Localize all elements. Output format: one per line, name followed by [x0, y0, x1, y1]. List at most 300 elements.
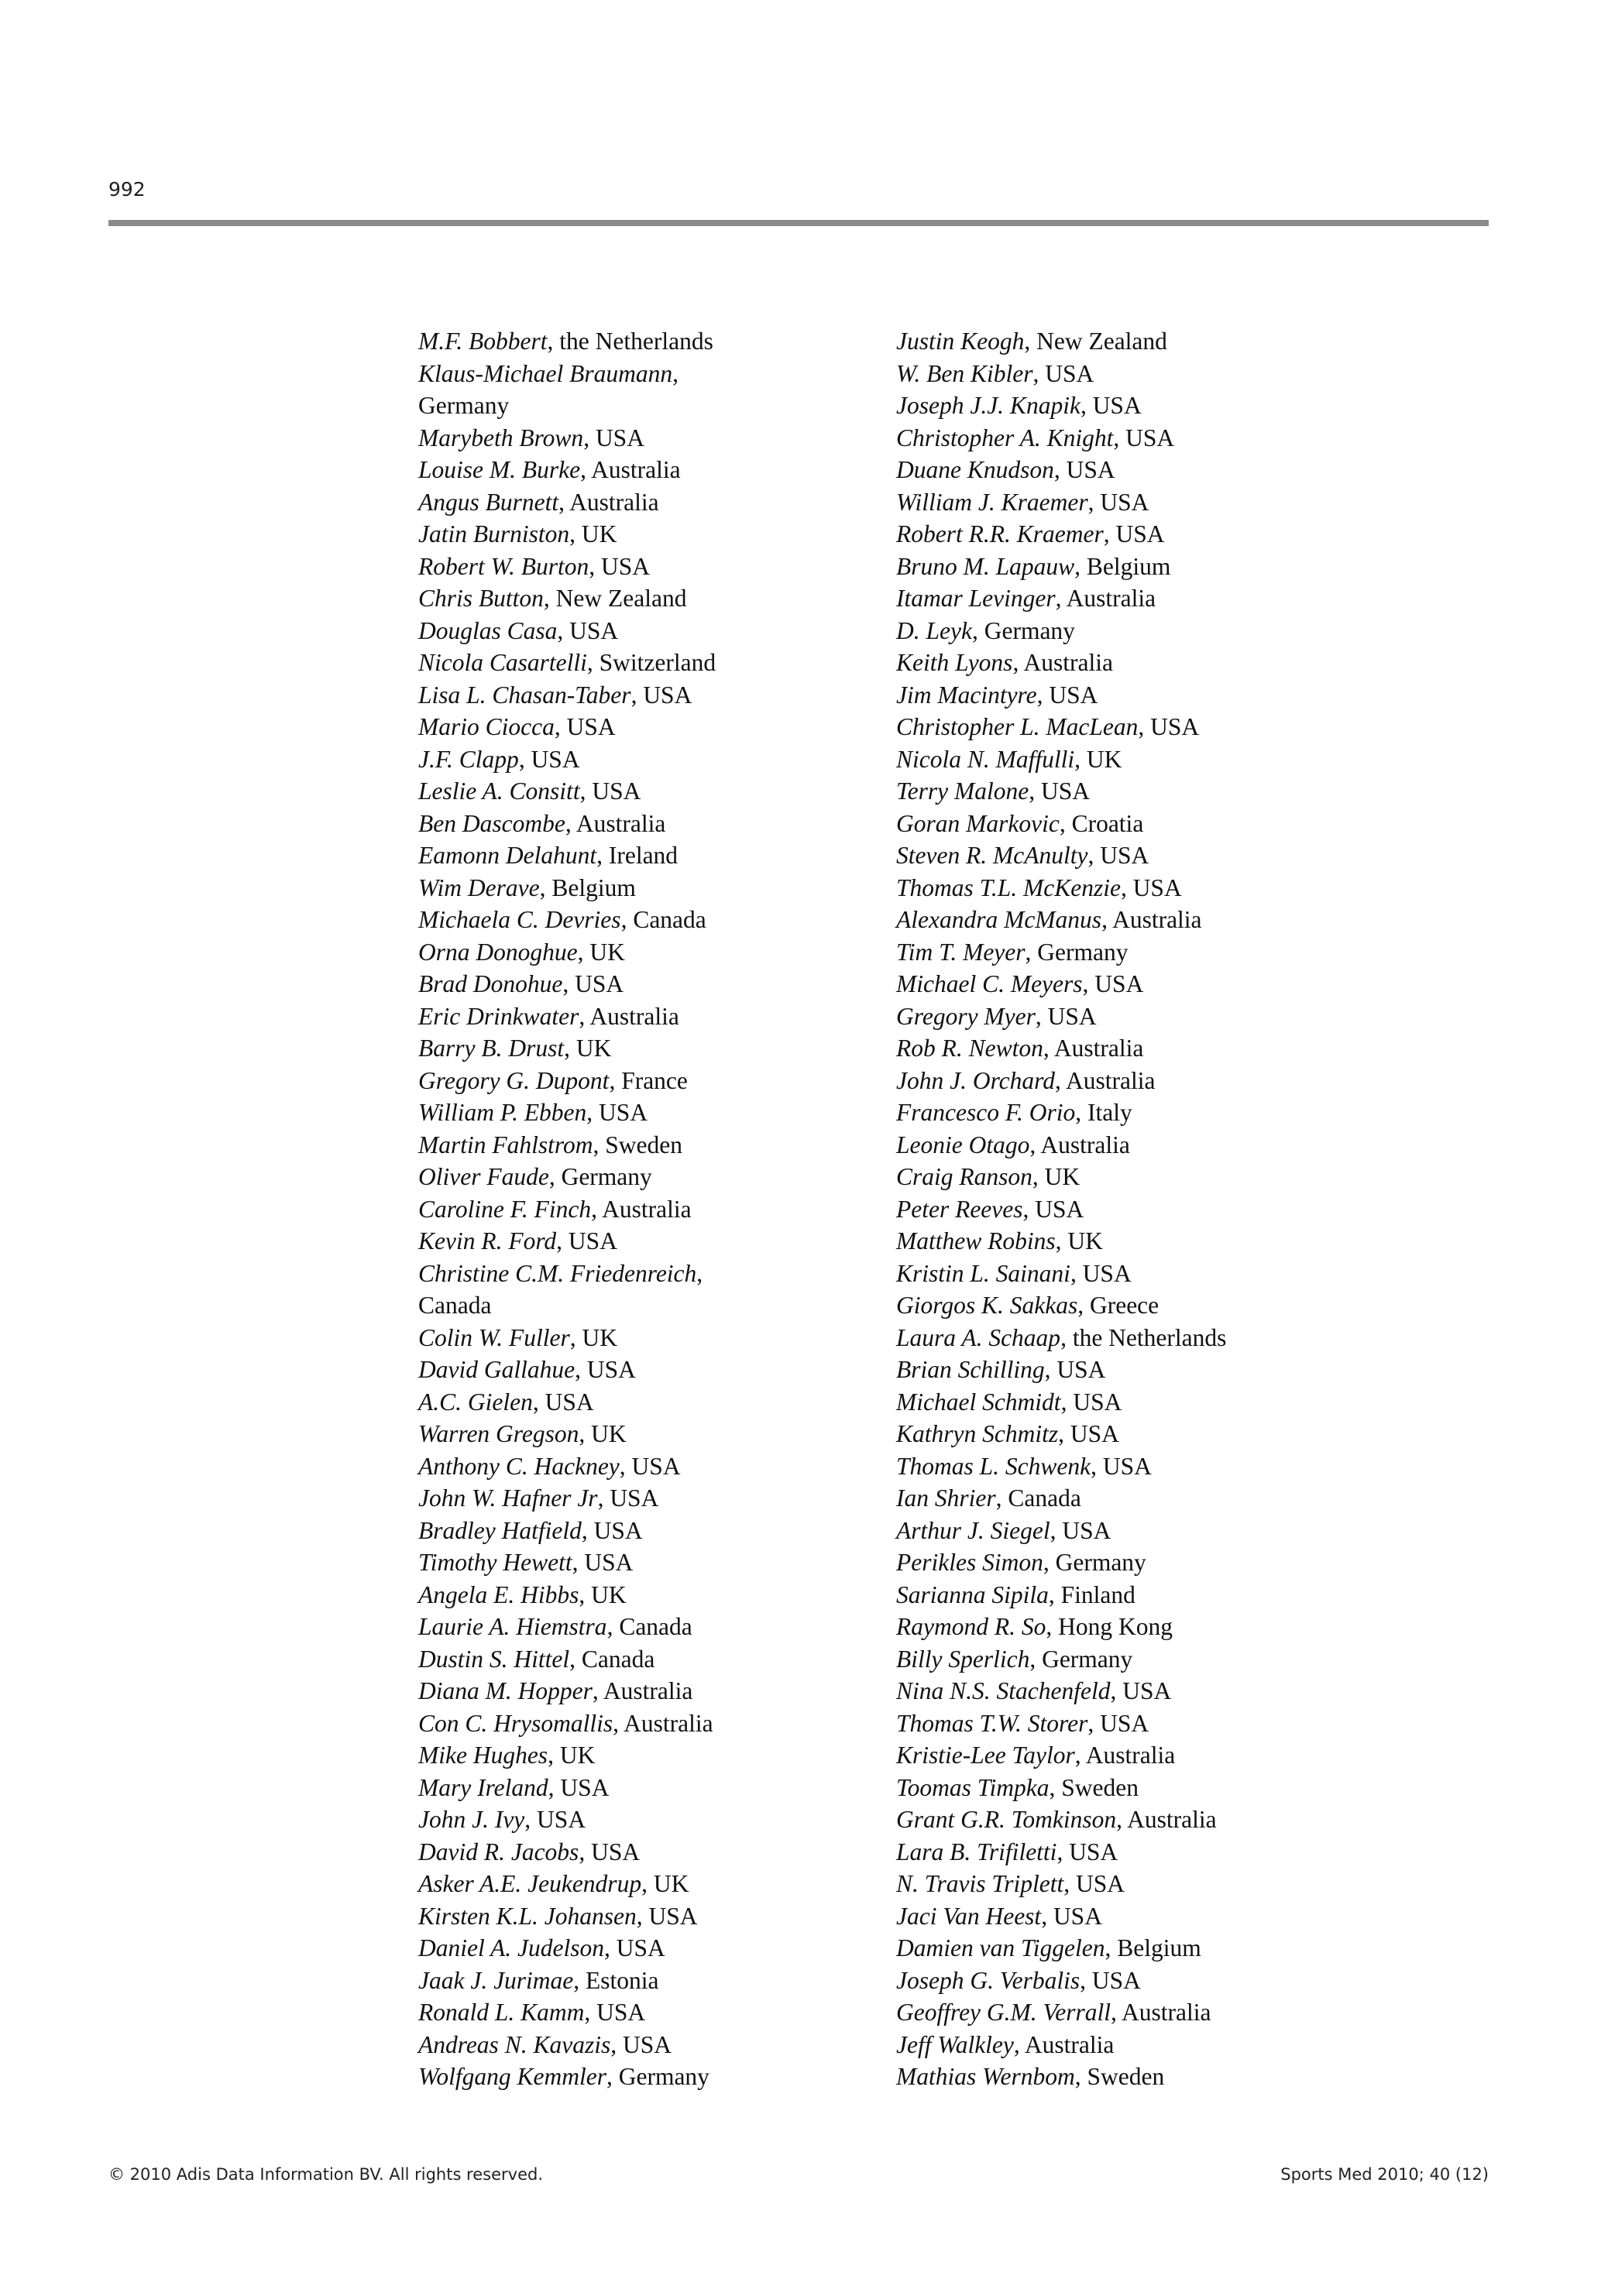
reviewer-entry	[896, 1450, 1226, 1483]
reviewer-name: Brian Schilling	[896, 1356, 1045, 1383]
reviewer-country: , Germany	[548, 1163, 652, 1190]
reviewer-country: , USA	[1060, 1388, 1122, 1416]
reviewer-name: Michael C. Meyers	[896, 970, 1083, 997]
reviewer-entry	[418, 1643, 716, 1676]
reviewer-entry	[896, 325, 1226, 358]
reviewer-entry	[418, 1868, 716, 1900]
reviewer-country: , Australia	[1055, 585, 1156, 612]
reviewer-country: , Finland	[1048, 1580, 1135, 1608]
reviewer-country: , USA	[1050, 1516, 1111, 1544]
reviewer-entry	[896, 1000, 1226, 1033]
reviewer-country: , Australia	[591, 1195, 692, 1223]
reviewer-name: Eric Drinkwater	[418, 1002, 579, 1030]
reviewer-entry	[418, 936, 716, 969]
reviewer-name: John J. Orchard	[896, 1066, 1055, 1094]
reviewer-name: Klaus-Michael Braumann	[418, 359, 673, 387]
reviewer-entry	[896, 839, 1226, 872]
reviewer-name: Peter Reeves	[896, 1195, 1023, 1223]
reviewer-entry	[418, 1611, 716, 1643]
reviewer-name: Christopher A. Knight	[896, 424, 1114, 451]
reviewer-country: , UK	[641, 1870, 689, 1897]
reviewer-country: , USA	[1044, 1356, 1106, 1383]
reviewer-name: Gregory Myer	[896, 1002, 1036, 1030]
reviewer-name: Toomas Timpka	[896, 1773, 1050, 1801]
reviewer-country: , USA	[554, 713, 616, 740]
reviewer-name: Michael Schmidt	[896, 1388, 1061, 1416]
reviewer-entry	[418, 1772, 716, 1804]
reviewer-country: , Australia	[1029, 1131, 1130, 1158]
reviewer-entry	[418, 711, 716, 743]
reviewer-name: Justin Keogh	[896, 328, 1025, 355]
reviewer-country: , USA	[586, 1099, 648, 1126]
reviewer-country: , Australia	[565, 809, 666, 837]
reviewer-entry	[896, 808, 1226, 840]
reviewer-entry	[896, 1322, 1226, 1354]
reviewer-entry	[418, 582, 716, 615]
reviewer-country: , USA	[619, 1452, 681, 1480]
reviewer-entry	[418, 647, 716, 679]
reviewer-name: Mario Ciocca	[418, 713, 555, 740]
reviewer-entry	[418, 1482, 716, 1515]
reviewer-name: Alexandra McManus	[896, 906, 1102, 933]
reviewer-country: , USA	[581, 1516, 643, 1544]
reviewer-country: , USA	[1138, 713, 1200, 740]
reviewer-entry	[896, 582, 1226, 615]
reviewer-name: Daniel A. Judelson	[418, 1934, 605, 1961]
reviewer-entry	[896, 1611, 1226, 1643]
reviewer-country: , UK	[569, 1323, 617, 1351]
reviewer-name: Thomas T.W. Storer	[896, 1709, 1088, 1737]
reviewer-entry	[418, 679, 716, 712]
footer-copyright: © 2010 Adis Data Information BV. All rights reserved.	[108, 2165, 544, 2184]
reviewer-country: , USA	[1082, 970, 1144, 997]
reviewer-name: W. Ben Kibler	[896, 359, 1033, 387]
reviewer-entry	[896, 936, 1226, 969]
reviewer-country: , Sweden	[1074, 2063, 1165, 2090]
reviewer-country: , Italy	[1075, 1099, 1132, 1126]
reviewer-name: Anthony C. Hackney	[418, 1452, 620, 1480]
reviewer-entry	[418, 2061, 716, 2093]
reviewer-name: Arthur J. Siegel	[896, 1516, 1050, 1544]
reviewer-name: Thomas L. Schwenk	[896, 1452, 1091, 1480]
reviewer-name: Oliver Faude	[418, 1163, 549, 1190]
reviewer-name: A.C. Gielen	[418, 1388, 533, 1416]
reviewer-country: ,	[696, 1259, 703, 1287]
reviewer-entry	[896, 1482, 1226, 1515]
reviewer-country: , USA	[532, 1388, 594, 1416]
reviewer-country: , USA	[548, 1773, 610, 1801]
reviewer-country: , Hong Kong	[1046, 1613, 1173, 1640]
reviewer-country: , USA	[1091, 1452, 1152, 1480]
reviewer-name: Jaci Van Heest	[896, 1902, 1042, 1930]
reviewer-country: , USA	[1036, 681, 1098, 709]
reviewer-entry	[418, 1289, 716, 1322]
reviewer-country: , USA	[1053, 456, 1115, 483]
reviewer-entry	[418, 1675, 716, 1707]
reviewer-country: , Switzerland	[586, 649, 716, 676]
reviewer-entry	[896, 615, 1226, 647]
reviewer-country: , Germany	[606, 2063, 709, 2090]
reviewer-entry	[418, 872, 716, 904]
reviewer-country: , UK	[1055, 1227, 1103, 1254]
reviewer-entry	[418, 358, 716, 390]
reviewer-country: , Australia	[579, 1002, 679, 1030]
reviewer-name: Orna Donoghue	[418, 938, 578, 966]
reviewer-entry	[896, 1965, 1226, 1997]
reviewer-name: Kristin L. Sainani	[896, 1259, 1070, 1287]
reviewer-name: Chris Button	[418, 585, 544, 612]
reviewer-country: , USA	[1110, 1677, 1172, 1704]
reviewer-name: Perikles Simon	[896, 1549, 1043, 1576]
reviewer-entry	[896, 1804, 1226, 1836]
reviewer-entry	[418, 743, 716, 776]
reviewer-name: Nicola Casartelli	[418, 649, 587, 676]
reviewer-name: Wim Derave	[418, 873, 540, 901]
reviewer-name: Geoffrey G.M. Verrall	[896, 1999, 1111, 2026]
reviewer-entry	[896, 872, 1226, 904]
reviewer-entry	[418, 1579, 716, 1611]
reviewer-entry	[896, 1836, 1226, 1869]
reviewer-country: , USA	[562, 970, 624, 997]
reviewer-name: Itamar Levinger	[896, 585, 1056, 612]
reviewer-entry	[418, 390, 716, 422]
reviewer-name: Louise M. Burke	[418, 456, 581, 483]
reviewer-entry	[418, 1065, 716, 1097]
reviewer-name: Christine C.M. Friedenreich	[418, 1259, 697, 1287]
reviewer-name: Robert R.R. Kraemer	[896, 520, 1104, 547]
reviewer-country: , USA	[1063, 1870, 1125, 1897]
reviewer-name: J.F. Clapp	[418, 745, 519, 773]
reviewer-country: , Germany	[1025, 938, 1129, 966]
reviewer-country: , USA	[572, 1549, 634, 1576]
reviewer-name: Steven R. McAnulty	[896, 842, 1088, 869]
reviewer-entry	[896, 358, 1226, 390]
reviewer-name: Kristie-Lee Taylor	[896, 1742, 1075, 1769]
reviewer-entry	[896, 1996, 1226, 2029]
reviewer-entry	[896, 1707, 1226, 1740]
reviewer-country: , UK	[569, 520, 617, 547]
reviewer-country: , USA	[1022, 1195, 1084, 1223]
reviewer-country: , Canada	[620, 906, 706, 933]
reviewer-country: Canada	[418, 1292, 492, 1319]
reviewer-name: Jatin Burniston	[418, 520, 570, 547]
reviewer-entry	[418, 904, 716, 936]
reviewer-entry	[896, 1161, 1226, 1193]
reviewer-name: Bradley Hatfield	[418, 1516, 582, 1544]
reviewer-country: , UK	[1074, 745, 1122, 773]
reviewer-entry	[418, 518, 716, 551]
reviewer-name: Marybeth Brown	[418, 424, 584, 451]
reviewer-entry	[896, 968, 1226, 1000]
reviewer-entry	[418, 1804, 716, 1836]
reviewer-name: Craig Ranson	[896, 1163, 1032, 1190]
reviewer-name: Christopher L. MacLean	[896, 713, 1139, 740]
reviewer-entry	[896, 1900, 1226, 1933]
reviewer-entry	[896, 711, 1226, 743]
reviewer-country: , Belgium	[1105, 1934, 1201, 1961]
reviewer-entry	[896, 1418, 1226, 1450]
reviewer-name: Tim T. Meyer	[896, 938, 1026, 966]
reviewer-name: D. Leyk	[896, 616, 972, 644]
reviewer-country: , USA	[604, 1934, 665, 1961]
reviewer-entry	[896, 904, 1226, 936]
reviewer-country: , Australia	[1012, 649, 1113, 676]
reviewer-country: , USA	[583, 424, 644, 451]
reviewer-country: , USA	[610, 2030, 672, 2058]
reviewer-country: , Australia	[1111, 1999, 1211, 2026]
reviewer-entry	[418, 1739, 716, 1772]
reviewer-name: Damien van Tiggelen	[896, 1934, 1105, 1961]
reviewer-name: Giorgos K. Sakkas	[896, 1292, 1078, 1319]
reviewer-entry	[418, 1032, 716, 1065]
reviewer-country: , USA	[1058, 1420, 1119, 1447]
reviewer-name: Mathias Wernbom	[896, 2063, 1075, 2090]
reviewer-country: , Greece	[1077, 1292, 1160, 1319]
reviewer-country: , USA	[1080, 1966, 1141, 1994]
reviewer-entry	[418, 1129, 716, 1162]
reviewer-entry	[896, 518, 1226, 551]
reviewer-entry	[896, 551, 1226, 583]
reviewer-entry	[896, 1515, 1226, 1547]
reviewer-entry	[418, 1354, 716, 1386]
reviewer-entry	[896, 1868, 1226, 1900]
reviewer-country: , UK	[579, 1420, 627, 1447]
reviewer-entry	[418, 1707, 716, 1740]
reviewer-country: , Belgium	[539, 873, 636, 901]
reviewer-entry	[418, 1515, 716, 1547]
reviewer-name: Jeff Walkley	[896, 2030, 1014, 2058]
reviewer-entry	[418, 775, 716, 808]
reviewer-name: Eamonn Delahunt	[418, 842, 597, 869]
reviewer-entry	[418, 1161, 716, 1193]
reviewer-name: Michaela C. Devries	[418, 906, 621, 933]
reviewer-name: Kevin R. Ford	[418, 1227, 557, 1254]
reviewer-country: , USA	[597, 1484, 659, 1512]
reviewer-entry	[418, 1386, 716, 1419]
reviewer-country: ,	[672, 359, 679, 387]
reviewer-country: , USA	[1056, 1838, 1118, 1865]
reviewer-country: , Australia	[1101, 906, 1202, 933]
reviewer-entry	[896, 1932, 1226, 1965]
reviewer-name: William P. Ebben	[418, 1099, 587, 1126]
reviewer-name: David Gallahue	[418, 1356, 575, 1383]
reviewer-name: Rob R. Newton	[896, 1035, 1043, 1062]
reviewer-name: Francesco F. Orio	[896, 1099, 1076, 1126]
reviewer-country: , USA	[1041, 1902, 1102, 1930]
reviewer-name: Robert W. Burton	[418, 552, 589, 580]
reviewer-name: David R. Jacobs	[418, 1838, 579, 1865]
reviewer-country: , Australia	[558, 488, 659, 516]
reviewer-name: Laurie A. Hiemstra	[418, 1613, 607, 1640]
reviewer-name: Con C. Hrysomallis	[418, 1709, 613, 1737]
reviewer-name: Wolfgang Kemmler	[418, 2063, 606, 2090]
reviewer-entry	[896, 1643, 1226, 1676]
reviewer-country: , USA	[1120, 873, 1182, 901]
reviewer-country: , Estonia	[573, 1966, 659, 1994]
reviewer-country: , USA	[579, 777, 641, 805]
reviewer-name: Billy Sperlich	[896, 1645, 1030, 1673]
reviewer-name: Gregory G. Dupont	[418, 1066, 610, 1094]
reviewer-country: , UK	[564, 1035, 612, 1062]
reviewer-entry	[418, 1836, 716, 1869]
reviewer-country: , USA	[1035, 1002, 1097, 1030]
reviewer-name: Ronald L. Kamm	[418, 1999, 585, 2026]
reviewer-entry	[418, 325, 716, 358]
reviewer-country: , the Netherlands	[1060, 1323, 1227, 1351]
reviewer-entry	[418, 1258, 716, 1290]
reviewer-name: Joseph G. Verbalis	[896, 1966, 1081, 1994]
reviewer-name: Bruno M. Lapauw	[896, 552, 1075, 580]
reviewer-name: Andreas N. Kavazis	[418, 2030, 611, 2058]
reviewer-country: , USA	[1103, 520, 1165, 547]
reviewer-country: , USA	[584, 1999, 646, 2026]
page-number: 992	[108, 178, 146, 201]
reviewer-country: , USA	[1087, 1709, 1149, 1737]
reviewer-name: Warren Gregson	[418, 1420, 579, 1447]
reviewer-entry	[896, 647, 1226, 679]
reviewer-country: , USA	[1032, 359, 1094, 387]
reviewer-name: Mike Hughes	[418, 1742, 548, 1769]
reviewer-country: , USA	[1113, 424, 1175, 451]
reviewer-country: , USA	[518, 745, 580, 773]
reviewer-name: Jim Macintyre	[896, 681, 1037, 709]
reviewer-column-left	[418, 325, 716, 2093]
reviewer-name: Caroline F. Finch	[418, 1195, 592, 1223]
reviewer-name: Matthew Robins	[896, 1227, 1056, 1254]
reviewer-country: , USA	[1087, 488, 1149, 516]
reviewer-country: , USA	[630, 681, 692, 709]
reviewer-name: Ben Dascombe	[418, 809, 565, 837]
reviewer-entry	[896, 1579, 1226, 1611]
reviewer-entry	[896, 1546, 1226, 1579]
reviewer-entry	[418, 551, 716, 583]
reviewer-name: Goran Markovic	[896, 809, 1060, 837]
reviewer-country: , Australia	[1043, 1035, 1144, 1062]
reviewer-country: , USA	[575, 1356, 636, 1383]
reviewer-entry	[418, 454, 716, 486]
reviewer-name: Terry Malone	[896, 777, 1029, 805]
reviewer-country: , Canada	[995, 1484, 1081, 1512]
reviewer-country: , New Zealand	[543, 585, 687, 612]
reviewer-entry	[418, 1900, 716, 1933]
reviewer-entry	[418, 1932, 716, 1965]
reviewer-country: , New Zealand	[1024, 328, 1167, 355]
reviewer-entry	[896, 1225, 1226, 1258]
reviewer-entry	[418, 808, 716, 840]
reviewer-name: Keith Lyons	[896, 649, 1013, 676]
reviewer-entry	[418, 839, 716, 872]
reviewer-name: Barry B. Drust	[418, 1035, 565, 1062]
reviewer-name: Lisa L. Chasan-Taber	[418, 681, 631, 709]
reviewer-name: Asker A.E. Jeukendrup	[418, 1870, 642, 1897]
reviewer-entry	[418, 422, 716, 455]
reviewer-entry	[896, 743, 1226, 776]
reviewer-country: , USA	[557, 616, 619, 644]
reviewer-country: , Germany	[1043, 1549, 1146, 1576]
reviewer-name: William J. Kraemer	[896, 488, 1088, 516]
reviewer-name: Leslie A. Consitt	[418, 777, 580, 805]
reviewer-country: , UK	[1032, 1163, 1081, 1190]
reviewer-country: , Sweden	[1049, 1773, 1139, 1801]
reviewer-entry	[418, 1450, 716, 1483]
reviewer-country: , USA	[579, 1838, 641, 1865]
reviewer-entry	[418, 1965, 716, 1997]
reviewer-name: Diana M. Hopper	[418, 1677, 593, 1704]
reviewer-name: Nicola N. Maffulli	[896, 745, 1075, 773]
reviewer-entry	[896, 1739, 1226, 1772]
reviewer-entry	[896, 1675, 1226, 1707]
reviewer-name: Nina N.S. Stachenfeld	[896, 1677, 1111, 1704]
reviewer-entry	[896, 679, 1226, 712]
reviewer-country: , Ireland	[596, 842, 679, 869]
reviewer-entry	[896, 454, 1226, 486]
reviewer-entry	[896, 1772, 1226, 1804]
reviewer-entry	[896, 2061, 1226, 2093]
reviewer-name: Brad Donohue	[418, 970, 563, 997]
reviewer-entry	[418, 1097, 716, 1129]
reviewer-entry	[418, 615, 716, 647]
reviewer-name: Mary Ireland	[418, 1773, 548, 1801]
reviewer-entry	[418, 968, 716, 1000]
reviewer-country: , USA	[1087, 842, 1149, 869]
reviewer-country: , Canada	[569, 1645, 655, 1673]
reviewer-entry	[418, 1322, 716, 1354]
reviewer-country: , USA	[556, 1227, 617, 1254]
reviewer-name: Dustin S. Hittel	[418, 1645, 570, 1673]
reviewer-country: , the Netherlands	[547, 328, 713, 355]
reviewer-entry	[896, 1065, 1226, 1097]
reviewer-name: Lara B. Trifiletti	[896, 1838, 1057, 1865]
reviewer-country: , Sweden	[593, 1131, 682, 1158]
reviewer-name: Colin W. Fuller	[418, 1323, 570, 1351]
reviewer-entry	[896, 1193, 1226, 1226]
reviewer-entry	[896, 2029, 1226, 2061]
reviewer-entry	[896, 1354, 1226, 1386]
reviewer-name: M.F. Bobbert	[418, 328, 548, 355]
reviewer-country: , Australia	[1116, 1806, 1217, 1833]
reviewer-entry	[418, 1225, 716, 1258]
reviewer-column-right	[896, 325, 1226, 2093]
reviewer-entry	[896, 1032, 1226, 1065]
reviewer-entry	[418, 1000, 716, 1033]
reviewer-name: Raymond R. So	[896, 1613, 1046, 1640]
reviewer-entry	[896, 390, 1226, 422]
reviewer-name: Laura A. Schaap	[896, 1323, 1061, 1351]
reviewer-country: , Australia	[613, 1709, 713, 1737]
reviewer-country: , Germany	[1029, 1645, 1133, 1673]
reviewer-country: , Australia	[580, 456, 681, 483]
reviewer-name: Kirsten K.L. Johansen	[418, 1902, 637, 1930]
reviewer-country: , Croatia	[1059, 809, 1144, 837]
reviewer-name: N. Travis Triplett	[896, 1870, 1064, 1897]
reviewer-name: Angela E. Hibbs	[418, 1580, 579, 1608]
reviewer-entry	[418, 1546, 716, 1579]
reviewer-entry	[418, 1996, 716, 2029]
reviewer-name: Jaak J. Jurimae	[418, 1966, 574, 1994]
reviewer-country: , Belgium	[1074, 552, 1171, 580]
reviewer-entry	[418, 1418, 716, 1450]
reviewer-country: , USA	[636, 1902, 698, 1930]
reviewer-country: , USA	[589, 552, 650, 580]
reviewer-name: Timothy Hewett	[418, 1549, 572, 1576]
reviewer-entry	[896, 422, 1226, 455]
reviewer-country: , USA	[1070, 1259, 1132, 1287]
reviewer-entry	[418, 1193, 716, 1226]
reviewer-country: , UK	[579, 1580, 627, 1608]
reviewer-entry	[896, 1386, 1226, 1419]
reviewer-entry	[896, 1129, 1226, 1162]
reviewer-name: Angus Burnett	[418, 488, 559, 516]
